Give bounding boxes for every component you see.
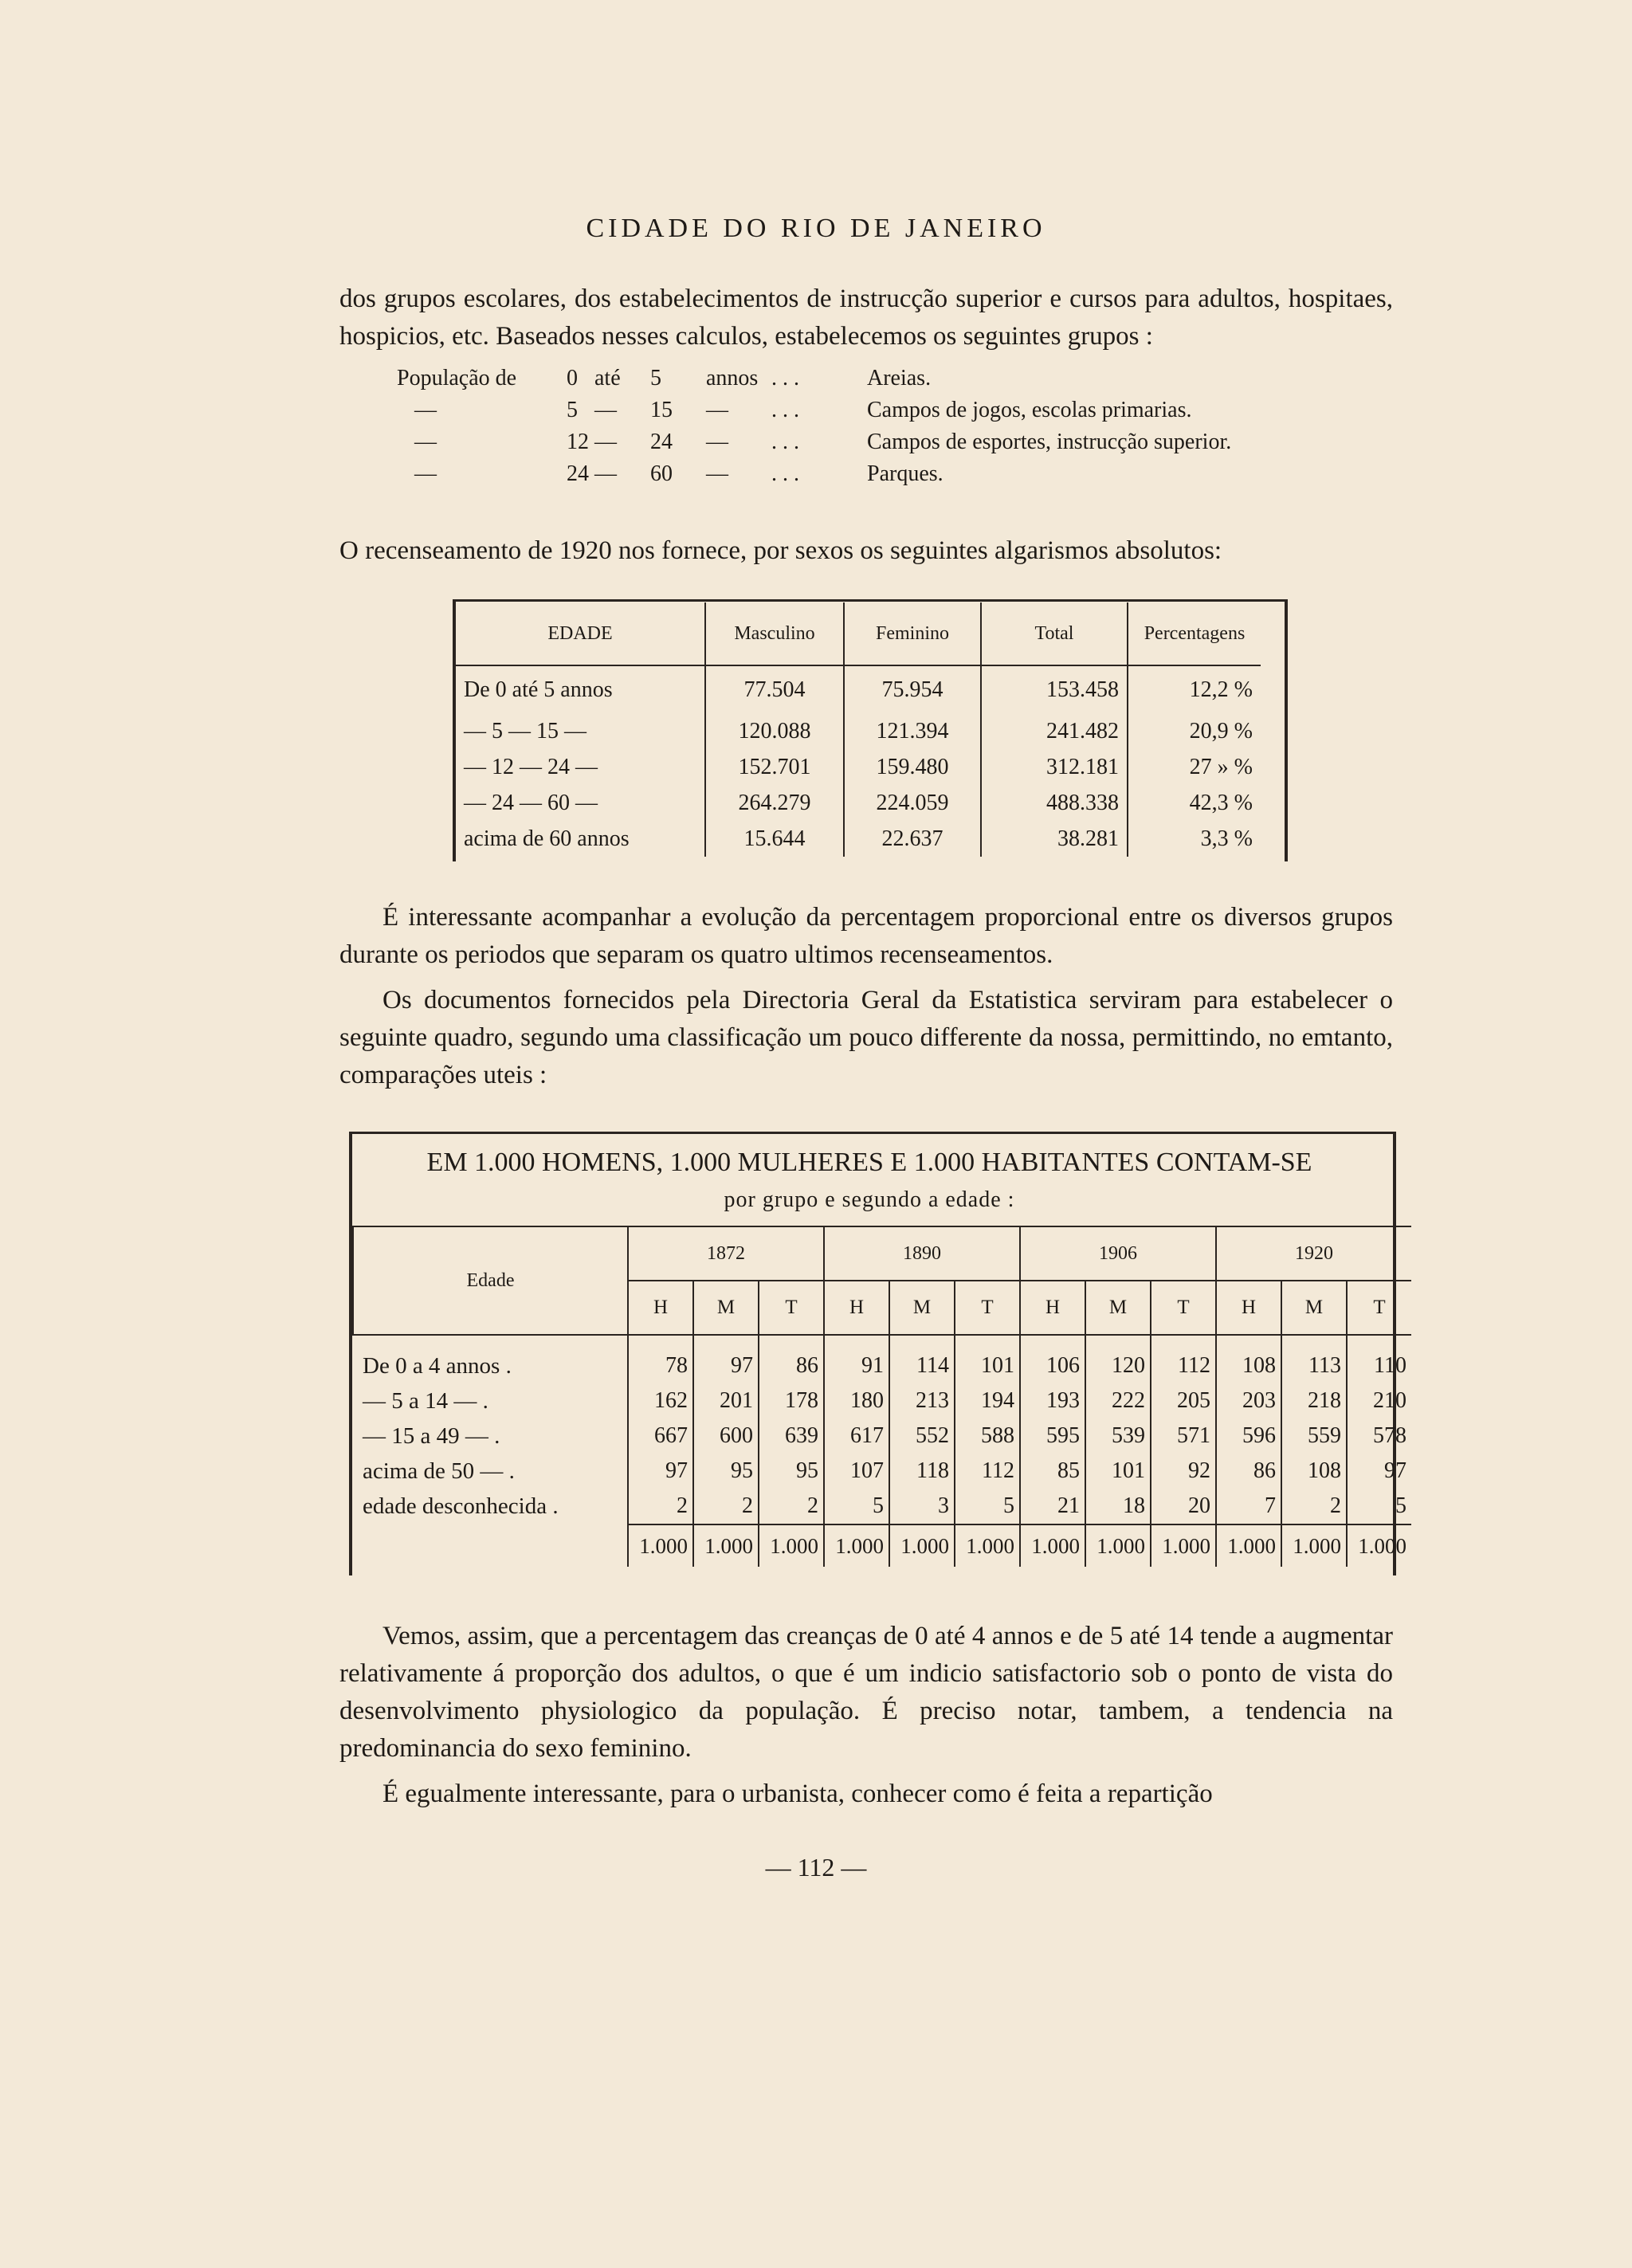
- table2-cell: 2: [693, 1489, 759, 1524]
- table2-total-cell: 1.000: [1281, 1524, 1347, 1567]
- table1-row: [456, 785, 1261, 821]
- table1-cell: 152.701: [705, 749, 844, 785]
- table2-cell: 20: [1151, 1489, 1216, 1524]
- table2-cell: 539: [1085, 1418, 1151, 1454]
- table2-cell: 201: [693, 1383, 759, 1418]
- table2-year-row: [353, 1226, 1411, 1281]
- table2-cell: 21: [1020, 1489, 1085, 1524]
- table1-header-row: [456, 602, 1261, 665]
- table1-cell: acima de 60 annos: [464, 826, 630, 851]
- population-group-from: 0: [567, 366, 578, 390]
- table2-cell: 667: [628, 1418, 693, 1454]
- table2-row-label: De 0 a 4 annos .: [363, 1352, 512, 1379]
- population-groups: [397, 363, 1433, 490]
- table2-cell: 617: [824, 1418, 889, 1454]
- table2-cell: 222: [1085, 1383, 1151, 1418]
- table1-cell: 15.644: [705, 821, 844, 857]
- table2-total-cell: 1.000: [1216, 1524, 1281, 1567]
- table2-total-cell: 1.000: [693, 1524, 759, 1567]
- table2-cell: 97: [628, 1454, 693, 1489]
- population-group-use: Areias.: [867, 366, 932, 390]
- population-group-unit: annos: [706, 366, 759, 390]
- population-group-sep: até: [594, 366, 621, 390]
- table2-cell: 95: [693, 1454, 759, 1489]
- population-group-unit: —: [706, 430, 728, 454]
- table2-cell: 571: [1151, 1418, 1216, 1454]
- population-group-lead: —: [414, 398, 437, 422]
- table2-total-cell: 1.000: [759, 1524, 824, 1567]
- table2-year-1920: 1920: [1216, 1226, 1411, 1281]
- table2-subheader-cell: M: [1281, 1281, 1347, 1335]
- table2-subheader-cell: H: [1216, 1281, 1281, 1335]
- table1-cell: 12,2 %: [1128, 665, 1261, 713]
- table2-totals-label: [353, 1524, 628, 1567]
- table1-cell: 224.059: [844, 785, 981, 821]
- table2-total-cell: 1.000: [1020, 1524, 1085, 1567]
- table1-cell: 3,3 %: [1128, 821, 1261, 857]
- table1-row: [456, 749, 1261, 785]
- table1-cell: 38.281: [981, 821, 1128, 857]
- table2-subheader-cell: T: [759, 1281, 824, 1335]
- table2-cell: 203: [1216, 1383, 1281, 1418]
- table1-cell: De 0 até 5 annos: [464, 677, 613, 702]
- population-group-row: [397, 394, 1433, 426]
- population-group-use: Campos de jogos, escolas primarias.: [867, 398, 1192, 422]
- population-group-use: Campos de esportes, instrucção superior.: [867, 430, 1232, 454]
- table2-cell: 588: [955, 1418, 1020, 1454]
- table1-header-feminino: Feminino: [844, 602, 981, 665]
- table1-cell: — 24 — 60 —: [464, 790, 598, 815]
- table1-cell: 42,3 %: [1128, 785, 1261, 821]
- table2-subheader-cell: M: [693, 1281, 759, 1335]
- table2-cell: 7: [1216, 1489, 1281, 1524]
- table2-subheader-cell: M: [1085, 1281, 1151, 1335]
- table2-cell: 2: [759, 1489, 824, 1524]
- table2-cell: 112: [1151, 1335, 1216, 1383]
- table2-year-1872: 1872: [628, 1226, 824, 1281]
- population-group-sep: —: [594, 398, 617, 422]
- table2-cell: 5: [1347, 1489, 1411, 1524]
- statistics-paragraph: Os documentos fornecidos pela Directoria Geral da Estatistica serviram para estabelecer o seguinte quadro, segundo uma classificação um pouco differente da nossa, permittindo, no emtanto, comparações uteis :: [339, 986, 1393, 1089]
- table2-cell: 86: [759, 1335, 824, 1383]
- table2-cell: 91: [824, 1335, 889, 1383]
- population-group-to: 60: [650, 461, 673, 486]
- population-group-dots: . . .: [771, 398, 799, 422]
- table2-cell: 108: [1281, 1454, 1347, 1489]
- table1-header-total: Total: [981, 602, 1128, 665]
- table2-cell: 101: [955, 1335, 1020, 1383]
- table2-row-label: — 15 a 49 — .: [363, 1422, 500, 1449]
- table2-cell: 120: [1085, 1335, 1151, 1383]
- table2-row: [353, 1335, 1411, 1383]
- table1-header-edade: EDADE: [456, 602, 705, 665]
- table2-row-label: edade desconhecida .: [363, 1493, 559, 1519]
- table1-cell: 20,9 %: [1128, 713, 1261, 749]
- population-group-lead: População de: [397, 366, 517, 390]
- table2-subheader-cell: H: [1020, 1281, 1085, 1335]
- table1-cell: 153.458: [981, 665, 1128, 713]
- table1-row: [456, 821, 1261, 857]
- population-group-dots: . . .: [771, 366, 799, 390]
- population-group-from: 24: [567, 461, 589, 486]
- table2-cell: 3: [889, 1489, 955, 1524]
- table2-row: [353, 1489, 1411, 1524]
- table2-total-cell: 1.000: [1347, 1524, 1411, 1567]
- table2-cell: 108: [1216, 1335, 1281, 1383]
- table2-total-cell: 1.000: [1085, 1524, 1151, 1567]
- urbanist-paragraph: É egualmente interessante, para o urbanista, conhecer como é feita a repartição: [382, 1779, 1213, 1808]
- table2-cell: 92: [1151, 1454, 1216, 1489]
- population-group-to: 5: [650, 366, 661, 390]
- population-group-unit: —: [706, 461, 728, 486]
- table2-cell: 113: [1281, 1335, 1347, 1383]
- table2-cell: 639: [759, 1418, 824, 1454]
- table1-cell: 121.394: [844, 713, 981, 749]
- table2-subtitle: por grupo e segundo a edade :: [724, 1187, 1015, 1212]
- table1-cell: 22.637: [844, 821, 981, 857]
- census-intro-paragraph: O recenseamento de 1920 nos fornece, por sexos os seguintes algarismos absolutos:: [339, 536, 1222, 565]
- table2-cell: 107: [824, 1454, 889, 1489]
- table2-row: [353, 1383, 1411, 1418]
- running-head: CIDADE DO RIO DE JANEIRO: [586, 214, 1046, 243]
- table2-title: EM 1.000 HOMENS, 1.000 MULHERES E 1.000 HABITANTES CONTAM-SE: [426, 1148, 1312, 1177]
- table2-total-cell: 1.000: [955, 1524, 1020, 1567]
- page-number: — 112 —: [765, 1853, 867, 1881]
- table2-cell: 210: [1347, 1383, 1411, 1418]
- table2-totals-row: [353, 1524, 1411, 1567]
- table2-cell: 97: [1347, 1454, 1411, 1489]
- population-group-lead: —: [414, 430, 437, 454]
- population-group-from: 5: [567, 398, 578, 422]
- table2-cell: 595: [1020, 1418, 1085, 1454]
- population-group-lead: —: [414, 461, 437, 486]
- table2-cell: 5: [824, 1489, 889, 1524]
- table2-cell: 18: [1085, 1489, 1151, 1524]
- table2-total-cell: 1.000: [889, 1524, 955, 1567]
- table2-subheader-cell: H: [824, 1281, 889, 1335]
- population-group-row: [397, 426, 1433, 458]
- table1-cell: 120.088: [705, 713, 844, 749]
- table2-subheader-cell: T: [1151, 1281, 1216, 1335]
- table1-cell: 264.279: [705, 785, 844, 821]
- table2-cell: 578: [1347, 1418, 1411, 1454]
- population-group-unit: —: [706, 398, 728, 422]
- table2-row: [353, 1418, 1411, 1454]
- population-group-use: Parques.: [867, 461, 944, 486]
- table2-row-label: — 5 a 14 — .: [363, 1387, 488, 1414]
- population-group-dots: . . .: [771, 430, 799, 454]
- table2-subheader-cell: M: [889, 1281, 955, 1335]
- table2-cell: 596: [1216, 1418, 1281, 1454]
- table1-row: [456, 665, 1261, 713]
- table2-year-1906: 1906: [1020, 1226, 1216, 1281]
- table2-cell: 114: [889, 1335, 955, 1383]
- population-group-sep: —: [594, 461, 617, 486]
- table2-total-cell: 1.000: [1151, 1524, 1216, 1567]
- table2-cell: 193: [1020, 1383, 1085, 1418]
- table2-cell: 95: [759, 1454, 824, 1489]
- table2-cell: 97: [693, 1335, 759, 1383]
- table2-cell: 162: [628, 1383, 693, 1418]
- table2-cell: 600: [693, 1418, 759, 1454]
- table2-cell: 118: [889, 1454, 955, 1489]
- table2-cell: 101: [1085, 1454, 1151, 1489]
- conclusion-paragraph: Vemos, assim, que a percentagem das creanças de 0 até 4 annos e de 5 até 14 tende a augmentar relativamente á proporção dos adultos, o que é um indicio satisfactorio sob o ponto de vista do desenvolvimento physiologico da população. É preciso notar, tambem, a tendencia na predominancia do sexo feminino.: [339, 1622, 1393, 1763]
- table1-cell: 159.480: [844, 749, 981, 785]
- population-group-to: 15: [650, 398, 673, 422]
- table1-cell: — 12 — 24 —: [464, 754, 598, 779]
- table2-row-label: acima de 50 — .: [363, 1458, 515, 1484]
- table2-cell: 110: [1347, 1335, 1411, 1383]
- table1-cell: 77.504: [705, 665, 844, 713]
- table2-cell: 559: [1281, 1418, 1347, 1454]
- census-1920-table: [456, 602, 1261, 857]
- table2-subheader-cell: T: [1347, 1281, 1411, 1335]
- table2-total-cell: 1.000: [824, 1524, 889, 1567]
- table2-cell: 180: [824, 1383, 889, 1418]
- population-group-to: 24: [650, 430, 673, 454]
- table1-cell: 75.954: [844, 665, 981, 713]
- table1-cell: — 5 — 15 —: [464, 718, 586, 744]
- table2-cell: 205: [1151, 1383, 1216, 1418]
- population-group-dots: . . .: [771, 461, 799, 486]
- table2-header-edade: Edade: [353, 1226, 628, 1335]
- table1-row: [456, 713, 1261, 749]
- table2-cell: 218: [1281, 1383, 1347, 1418]
- table2-subheader-cell: H: [628, 1281, 693, 1335]
- table2-cell: 2: [628, 1489, 693, 1524]
- table2-cell: 86: [1216, 1454, 1281, 1489]
- table2-cell: 194: [955, 1383, 1020, 1418]
- evolution-paragraph: É interessante acompanhar a evolução da percentagem proporcional entre os diversos grupos durante os periodos que separam os quatro ultimos recenseamentos.: [339, 903, 1393, 969]
- population-group-from: 12: [567, 430, 589, 454]
- table2-total-cell: 1.000: [628, 1524, 693, 1567]
- table1-cell: 488.338: [981, 785, 1128, 821]
- table1-cell: 241.482: [981, 713, 1128, 749]
- population-group-row: [397, 458, 1433, 490]
- table2-cell: 552: [889, 1418, 955, 1454]
- population-group-sep: —: [594, 430, 617, 454]
- table2-cell: 5: [955, 1489, 1020, 1524]
- table2-cell: 78: [628, 1335, 693, 1383]
- table2-cell: 2: [1281, 1489, 1347, 1524]
- table1-cell: 27 » %: [1128, 749, 1261, 785]
- table2-row: [353, 1454, 1411, 1489]
- table2-cell: 213: [889, 1383, 955, 1418]
- population-group-row: [397, 363, 1433, 394]
- table2-cell: 178: [759, 1383, 824, 1418]
- table1-cell: 312.181: [981, 749, 1128, 785]
- age-distribution-table: [352, 1226, 1411, 1567]
- intro-paragraph: dos grupos escolares, dos estabelecimentos de instrucção superior e cursos para adultos, hospitaes, hospicios, etc. Baseados nesses calculos, estabelecemos os seguintes grupos :: [339, 284, 1393, 351]
- table1-header-masculino: Masculino: [705, 602, 844, 665]
- table2-cell: 85: [1020, 1454, 1085, 1489]
- table2-cell: 106: [1020, 1335, 1085, 1383]
- table2-subheader-cell: T: [955, 1281, 1020, 1335]
- table2-year-1890: 1890: [824, 1226, 1020, 1281]
- table1-header-percentagens: Percentagens: [1128, 602, 1261, 665]
- table2-cell: 112: [955, 1454, 1020, 1489]
